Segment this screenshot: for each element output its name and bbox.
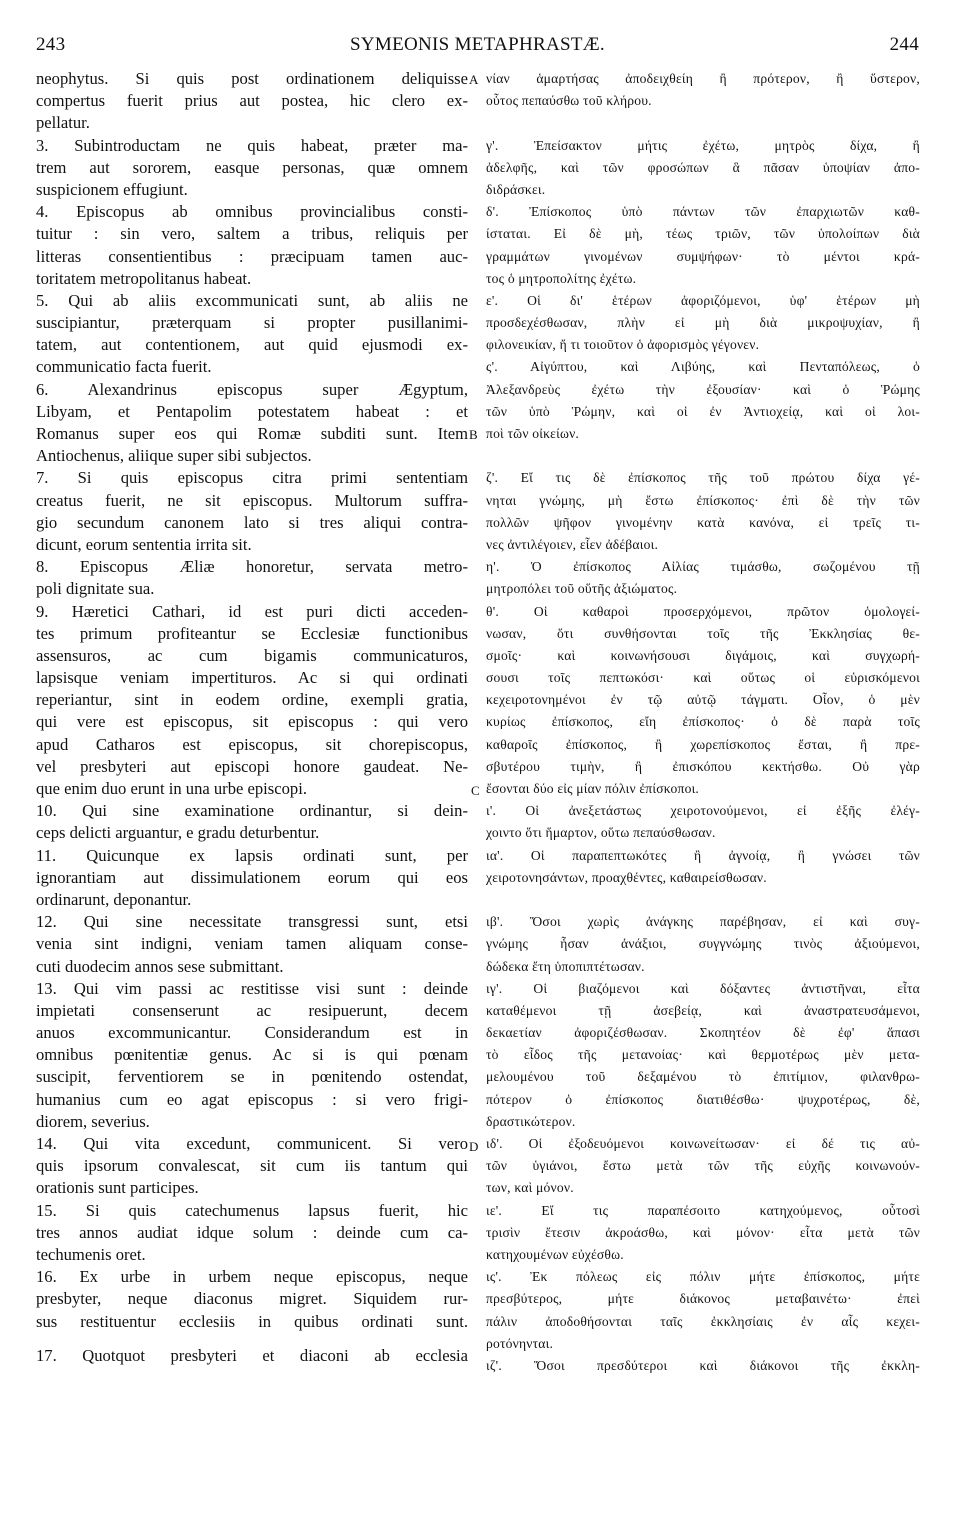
greek-text-line: ποὶ τῶν οἰκείων.: [486, 426, 580, 441]
latin-text-line: reperiantur, sint in eodem ordine, exempli gratia,: [36, 690, 468, 710]
latin-text-line: suscipit, ferventiorem se in pœnitendo ostendat,: [36, 1067, 468, 1087]
latin-text-line: ordinarunt, deponantur.: [36, 889, 192, 909]
greek-text-line: κεχειροτονημένοι ἐν τῷ αὐτῷ τάγματι. Οἷον, ὁ μὲν: [486, 692, 920, 708]
latin-text-line: venia sint indigni, veniam tamen aliquam conse-: [36, 934, 468, 954]
greek-text-line: σμοῖς· καὶ κοινωνήσουσι διγάμοις, καὶ συγχωρή-: [486, 647, 920, 663]
latin-text-line: quis ipsorum convalescat, sit cum iis tantum qui: [36, 1156, 468, 1176]
latin-text-line: Antiochenus, aliique super sibi subjectos.: [36, 446, 312, 466]
latin-text-line: que enim duo erunt in una urbe episcopi.: [36, 779, 307, 798]
latin-text-line: poli dignitate sua.: [36, 579, 155, 599]
greek-text-line: των, καὶ μόνον.: [486, 1180, 574, 1196]
greek-text-line: ιγ'. Οἱ βιαζόμενοι καὶ δόξαντες ἀντιστῆναι, εἶτα: [486, 980, 920, 996]
latin-text-line: 16. Ex urbe in urbem neque episcopus, neque: [36, 1267, 468, 1287]
greek-text-line: καταθέμενοι τῇ ἀσεβείᾳ, καὶ ἀναστρατευσάμενοι,: [486, 1002, 920, 1018]
greek-text-line: νωσαν, ὅτι συνθήσονται τοῖς τῆς Ἐκκλησίας θε-: [486, 625, 920, 641]
greek-text-line: νίαν ἁμαρτήσας ἀποδειχθείη ἢ πρότερον, ἢ ὕστερον,: [486, 71, 920, 86]
greek-text-line: [486, 445, 920, 467]
greek-text-line: προσδεχέσθωσαν, πλὴν εἰ μὴ διὰ μικροψυχίαν, ἢ: [486, 315, 920, 331]
page-header: [36, 34, 919, 58]
greek-text-line: φιλονεικίαν, ἤ τι τοιοῦτον ὁ ἀφορισμὸς γέγονεν.: [486, 337, 760, 353]
greek-text-line: πότερον ὁ ἐπίσκοπος διατιθέσθω· ψυχροτέρως, δὲ,: [486, 1091, 920, 1107]
greek-text-line: ἔσονται δύο εἰς μίαν πόλιν ἐπίσκοποι.: [486, 781, 700, 796]
latin-text-line: presbyter, neque diaconus migret. Siquidem rur-: [36, 1289, 468, 1309]
greek-text-line: τρισὶν ἔτεσιν ἀκροάσθω, καὶ μόνον· εἶτα μετὰ τῶν: [486, 1224, 920, 1240]
latin-text-line: omnibus pœnitentiæ genus. Ac si is qui pœnam: [36, 1045, 468, 1065]
latin-text-line: communicatio facta fuerit.: [36, 357, 212, 377]
latin-text-line: tatem, aut contentionem, aut quid ejusmodi ex-: [36, 335, 468, 355]
latin-text-line: 6. Alexandrinus episcopus super Ægyptum,: [36, 379, 468, 399]
greek-text-line: [486, 889, 920, 911]
margin-letter-a: A: [469, 72, 479, 87]
margin-letter-d: D: [469, 1139, 479, 1154]
latin-text-line: cuti duodecim annos sese submittant.: [36, 956, 284, 976]
greek-text-line: δραστικώτερον.: [486, 1113, 576, 1129]
greek-text-line: πάλιν ἀποδοθήσονται ταῖς ἐκκλησίαις ἐν αἷς κεχει-: [486, 1313, 920, 1329]
greek-text-line: κυρίως ἐπίσκοπος, εἴη ἐπίσκοπος· ὁ δὲ παρὰ τοῖς: [486, 714, 920, 730]
greek-text-line: τῶν ὑπὸ Ῥώμην, καὶ οἱ ἐν Ἀντιοχείᾳ, καὶ οἱ λοι-: [486, 403, 920, 419]
latin-text-line: assensuros, ac cum bigamis communicaturos,: [36, 645, 468, 665]
latin-column: [36, 68, 468, 1367]
greek-text-line: πρεσβύτερος, μήτε διάκονος μεταβαινέτω· ἐπεὶ: [486, 1291, 920, 1307]
latin-text-line: ceps delicti arguantur, e gradu deturbentur.: [36, 823, 320, 843]
latin-text-line: tres annos audiat idque solum : deinde cum ca-: [36, 1222, 468, 1242]
greek-text-line: τος ὁ μητροπολίτης ἐχέτω.: [486, 270, 637, 286]
latin-text-line: 7. Si quis episcopus citra primi sententiam: [36, 468, 468, 488]
latin-text-line: [36, 1333, 468, 1345]
latin-text-line: 17. Quotquot presbyteri et diaconi ab ecclesia: [36, 1345, 468, 1365]
greek-text-line: δώδεκα ἔτη ὑποπιπτέτωσαν.: [486, 958, 645, 974]
latin-text-line: dicunt, eorum sententia irrita sit.: [36, 534, 252, 554]
latin-text-line: neophytus. Si quis post ordinationem deliquisse: [36, 69, 468, 88]
greek-text-line: ζ'. Εἴ τις δὲ ἐπίσκοπος τῆς τοῦ πρώτου δίχα γέ-: [486, 470, 920, 486]
greek-text-line: πολλῶν ψῆφον γινομένην κατὰ κανόνα, εἰ τρεῖς τι-: [486, 514, 920, 530]
greek-text-line: δ'. Ἐπίσκοπος ὑπὸ πάντων τῶν ἐπαρχιωτῶν καθ-: [486, 204, 920, 220]
greek-text-line: θ'. Οἱ καθαροὶ προσερχόμενοι, πρῶτον ὁμολογεί-: [486, 603, 920, 619]
greek-text-line: ις'. Ἐκ πόλεως εἰς πόλιν μήτε ἐπίσκοπος, μήτε: [486, 1269, 920, 1285]
greek-text-line: νες ἀντιλέγοιεν, εἶεν ἀδέβαιοι.: [486, 536, 659, 552]
greek-text-line: διδράσκει.: [486, 181, 546, 197]
latin-text-line: trem aut sororem, easque personas, quæ omnem: [36, 157, 468, 177]
greek-text-line: Ἀλεξανδρεὺς ἐχέτω τὴν ἐξουσίαν· καὶ ὁ Ῥώμης: [486, 381, 920, 397]
greek-column: [486, 68, 920, 1377]
greek-text-line: ιβ'. Ὅσοι χωρὶς ἀνάγκης παρέβησαν, εἰ καὶ συγ-: [486, 914, 920, 930]
latin-text-line: 3. Subintroductam ne quis habeat, præter ma-: [36, 135, 468, 155]
greek-text-line: καθαροῖς ἐπίσκοπος, ἢ χωρεπίσκοπος ἔσται, ἢ πρε-: [486, 736, 920, 752]
latin-text-line: apud Catharos est episcopus, sit chorepiscopus,: [36, 734, 468, 754]
greek-text-line: γ'. Ἐπείσακτον μήτις ἐχέτω, μητρὸς δίχα, ἢ: [486, 137, 920, 153]
greek-text-line: χειροτονησάντων, προαχθέντες, καθαιρείσθωσαν.: [486, 869, 767, 885]
greek-text-line: σβυτέρου τιμὴν, ἢ ἐπισκόπου κεκτήσθω. Οὐ γὰρ: [486, 758, 920, 774]
latin-text-line: gio secundum canonem lato si tres aliqui contra-: [36, 512, 468, 532]
latin-text-line: Romanus super eos qui Romæ subditi sunt. Item: [36, 424, 468, 443]
latin-text-line: techumenis oret.: [36, 1244, 146, 1264]
latin-text-line: ignorantiam aut dissimulationem eorum qui eos: [36, 867, 468, 887]
running-title: SYMEONIS METAPHRASTÆ.: [350, 34, 605, 55]
latin-text-line: humanius cum eo agat episcopus : si vero frigi-: [36, 1089, 468, 1109]
latin-text-line: 10. Qui sine examinatione ordinantur, si dein-: [36, 801, 468, 821]
latin-text-line: impietati consenserunt ac resipuerunt, decem: [36, 1000, 468, 1020]
latin-text-line: 8. Episcopus Æliæ honoretur, servata metro-: [36, 557, 468, 577]
greek-text-line: νηται γνώμης, μὴ ἔστω ἐπίσκοπος· ἐπὶ δὲ τὴν τῶν: [486, 492, 920, 508]
latin-text-line: 14. Qui vita excedunt, communicent. Si vero: [36, 1134, 468, 1153]
greek-text-line: ιε'. Εἴ τις παραπέσοιτο κατηχούμενος, οὗτοσὶ: [486, 1202, 920, 1218]
latin-text-line: 5. Qui ab aliis excommunicati sunt, ab aliis ne: [36, 290, 468, 310]
page-number-right: 244: [889, 34, 919, 55]
greek-text-line: χοιντο ὅτι ἥμαρτον, οὕτω πεπαύσθωσαν.: [486, 825, 716, 841]
greek-text-line: ς'. Αἰγύπτου, καὶ Λιβύης, καὶ Πενταπόλεως, ὁ: [486, 359, 920, 375]
greek-text-line: μελουμένου τοῦ δεξαμένου τὸ ἐπιτίμιον, φιλανθρω-: [486, 1069, 920, 1085]
latin-text-line: anuos excommunicantur. Considerandum est in: [36, 1023, 468, 1043]
page-number-left: 243: [36, 34, 66, 55]
greek-text-line: γραμμάτων γινομένων συμψήφων· τὸ μέντοι κρά-: [486, 248, 920, 264]
latin-text-line: vel presbyteri aut episcopi honore gaudeat. Ne-: [36, 756, 468, 776]
greek-text-line: σουσι τοῖς πεπτωκόσι· καὶ οὕτως οἱ εὑρισκόμενοι: [486, 670, 920, 686]
greek-text-line: ροτόνηνται.: [486, 1335, 554, 1351]
greek-text-line: ια'. Οἱ παραπεπτωκότες ἢ ἀγνοίᾳ, ἢ γνώσει τῶν: [486, 847, 920, 863]
latin-text-line: 13. Qui vim passi ac restitisse visi sunt : deinde: [36, 978, 468, 998]
greek-text-line: δεκαετίαν ἀφοριζέσθωσαν. Σκοπητέον δὲ ἐφ' ἅπασι: [486, 1025, 920, 1041]
greek-text-line: τῶν ὑγιάνοι, ἔστω μετὰ τῶν τῆς εὐχῆς κοινωνούν-: [486, 1158, 920, 1174]
latin-text-line: sus restituentur ecclesiis in quibus ordinati sunt.: [36, 1311, 468, 1331]
latin-text-line: 11. Quicunque ex lapsis ordinati sunt, per: [36, 845, 468, 865]
greek-text-line: μητροπόλει τοῦ οὕτῆς ἀξιώματος.: [486, 581, 678, 597]
latin-text-line: creatus fuerit, ne sit episcopus. Multorum suffra-: [36, 490, 468, 510]
latin-text-line: diorem, severius.: [36, 1111, 150, 1131]
latin-text-line: qui vere est episcopus, sit episcopus : qui vero: [36, 712, 468, 732]
greek-text-line: γνώμης ἦσαν ἀνάξιοι, συγγνώμης τινὸς ἀξιούμενοι,: [486, 936, 920, 952]
greek-text-line: τὸ εἶδος τῆς μετανοίας· καὶ θερμοτέρως μὲν μετα-: [486, 1047, 920, 1063]
latin-text-line: suscipiantur, præterquam si propter pusillanimi-: [36, 313, 468, 333]
latin-text-line: lapsisque veniam impertituros. Ac si qui ordinati: [36, 668, 468, 688]
latin-text-line: orationis sunt participes.: [36, 1178, 199, 1198]
greek-text-line: ε'. Οἱ δι' ἑτέρων ἀφοριζόμενοι, ὑφ' ἑτέρων μὴ: [486, 292, 920, 308]
greek-text-line: [486, 112, 920, 134]
greek-text-line: ιζ'. Ὅσοι πρεσδύτεροι καὶ διάκονοι τῆς ἐκκλη-: [486, 1357, 920, 1373]
latin-text-line: 15. Si quis catechumenus lapsus fuerit, hic: [36, 1200, 468, 1220]
greek-text-line: κατηχουμένων εὐχέσθω.: [486, 1246, 624, 1262]
latin-text-line: toritatem metropolitanus habeat.: [36, 268, 252, 288]
latin-text-line: tuitur : sin vero, saltem a tribus, reliquis per: [36, 224, 468, 244]
latin-text-line: compertus fuerit prius aut postea, hic clero ex-: [36, 91, 468, 111]
greek-text-line: η'. Ὁ ἐπίσκοπος Αἰλίας τιμάσθω, σωζομένου τῇ: [486, 559, 920, 575]
latin-text-line: tes primum profiteantur se Ecclesiæ functionibus: [36, 623, 468, 643]
greek-text-line: ιδ'. Οἱ ἐξοδευόμενοι κοινωνείτωσαν· εἰ δέ τις αὐ-: [486, 1136, 920, 1151]
margin-letter-c: C: [471, 783, 480, 798]
latin-text-line: suspicionem effugiunt.: [36, 179, 188, 199]
latin-text-line: litteras consentientibus : præcipuam tamen auc-: [36, 246, 468, 266]
greek-text-line: ἀδελφῆς, καὶ τῶν φροσώπων ἃ πᾶσαν ὑποψίαν ἀπο-: [486, 159, 920, 175]
margin-letter-b: B: [469, 427, 478, 442]
latin-text-line: 12. Qui sine necessitate transgressi sunt, etsi: [36, 912, 468, 932]
greek-text-line: ίσταται. Εἰ δὲ μὴ, τέως τριῶν, τῶν ὑπολοίπων διὰ: [486, 226, 920, 242]
greek-text-line: ι'. Οἱ ἀνεξετάστως χειροτονούμενοι, εἰ ἐξῆς ἐλέγ-: [486, 803, 920, 819]
latin-text-line: pellatur.: [36, 113, 90, 133]
latin-text-line: 9. Hæretici Cathari, id est puri dicti acceden-: [36, 601, 468, 621]
greek-text-line: οὗτος πεπαύσθω τοῦ κλήρου.: [486, 93, 652, 109]
latin-text-line: Libyam, et Pentapolim potestatem habeat : et: [36, 401, 468, 421]
latin-text-line: 4. Episcopus ab omnibus provincialibus consti-: [36, 202, 468, 222]
